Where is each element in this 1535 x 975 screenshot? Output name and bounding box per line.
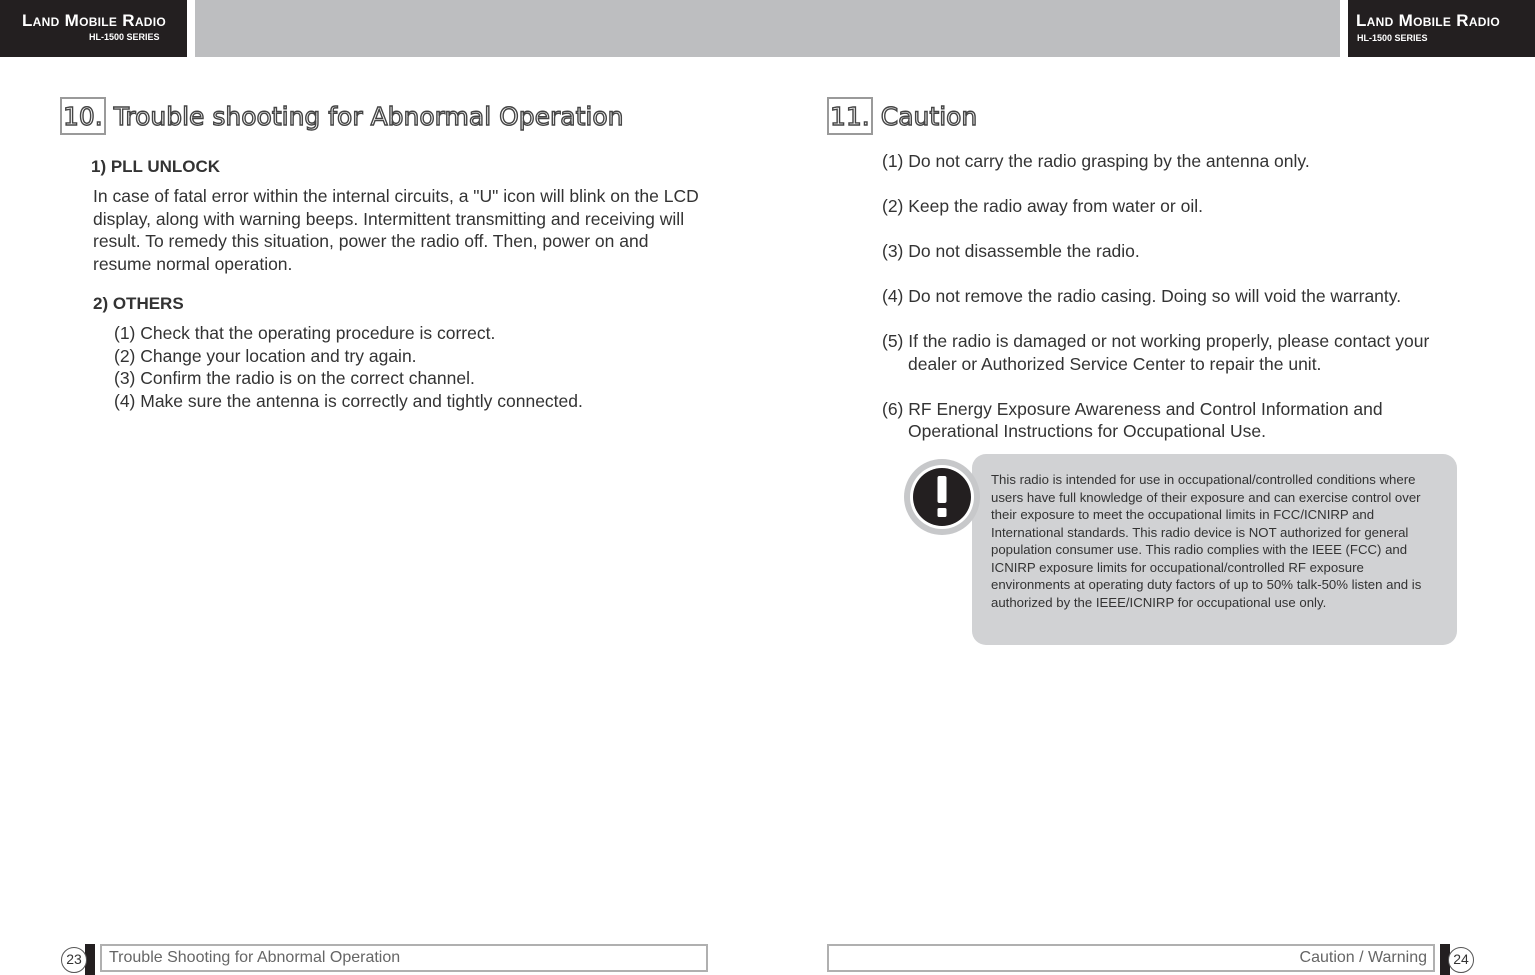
section-title: Caution	[880, 101, 978, 131]
caution-text: (5) If the radio is damaged or not working properly, please contact your	[882, 330, 1430, 351]
pll-unlock-paragraph: In case of fatal error within the internal circuits, a "U" icon will blink on the LCD display, along with warning beeps. Intermittent transmitting and receiving will result. To remedy this situation, power the radio off. Then, power on and resume normal operation.	[93, 186, 699, 274]
header-bar	[195, 0, 1340, 57]
caution-text: (3) Do not disassemble the radio.	[882, 240, 1140, 261]
page-number-left: 23	[61, 947, 87, 973]
series-label-right: HL-1500 SERIES	[1357, 33, 1428, 43]
list-item: (3) Confirm the radio is on the correct channel.	[114, 368, 475, 389]
section-11-heading	[827, 97, 977, 135]
list-item	[882, 240, 1429, 263]
caution-text-continued: Operational Instructions for Occupational Use.	[908, 421, 1266, 442]
brand-title-right: Land Mobile Radio	[1356, 11, 1501, 30]
footer-label-right: Caution / Warning	[827, 944, 1435, 972]
list-item	[882, 150, 1429, 173]
brand-title-left: Land Mobile Radio	[22, 11, 167, 30]
section-number: 11.	[827, 97, 873, 135]
list-item: (2) Change your location and try again.	[114, 345, 417, 366]
subsection-pll-unlock-title: 1) PLL UNLOCK	[91, 157, 221, 176]
series-label-left: HL-1500 SERIES	[89, 32, 160, 42]
caution-text: (6) RF Energy Exposure Awareness and Control Information and	[882, 398, 1383, 419]
page-number-right: 24	[1448, 947, 1474, 973]
header-brand-left	[0, 0, 187, 57]
exclamation-icon	[903, 458, 981, 536]
list-item	[882, 398, 1429, 443]
caution-list	[882, 150, 1429, 465]
caution-text: (2) Keep the radio away from water or oil.	[882, 195, 1203, 216]
list-item	[882, 195, 1429, 218]
caution-text: (1) Do not carry the radio grasping by the antenna only.	[882, 151, 1310, 171]
section-10-heading	[60, 97, 624, 135]
section-number: 10.	[60, 97, 106, 135]
caution-text-continued: dealer or Authorized Service Center to repair the unit.	[908, 353, 1322, 374]
header-brand-right	[1348, 0, 1535, 57]
footer-label-left: Trouble Shooting for Abnormal Operation	[100, 944, 708, 972]
list-item	[882, 330, 1429, 375]
rf-exposure-notice-text: This radio is intended for use in occupational/controlled conditions where users have full knowledge of their exposure and can exercise control over their exposure to meet the occupational limits in FCC/ICNIRP and International standards. This radio device is NOT authorized for general population consumer use. This radio complies with the IEEE (FCC) and ICNIRP exposure limits for occupational/controlled RF exposure environments at operating duty factors of up to 50% talk-50% listen and is authorized by the IEEE/ICNIRP for occupational use only.	[991, 472, 1422, 610]
subsection-others-title: 2) OTHERS	[93, 294, 184, 313]
others-list	[114, 322, 583, 412]
list-item: (1) Check that the operating procedure is correct.	[114, 323, 496, 343]
list-item: (4) Make sure the antenna is correctly and tightly connected.	[114, 390, 583, 411]
list-item	[882, 285, 1429, 308]
section-title: Trouble shooting for Abnormal Operation	[113, 101, 624, 131]
caution-text: (4) Do not remove the radio casing. Doing so will void the warranty.	[882, 285, 1402, 306]
